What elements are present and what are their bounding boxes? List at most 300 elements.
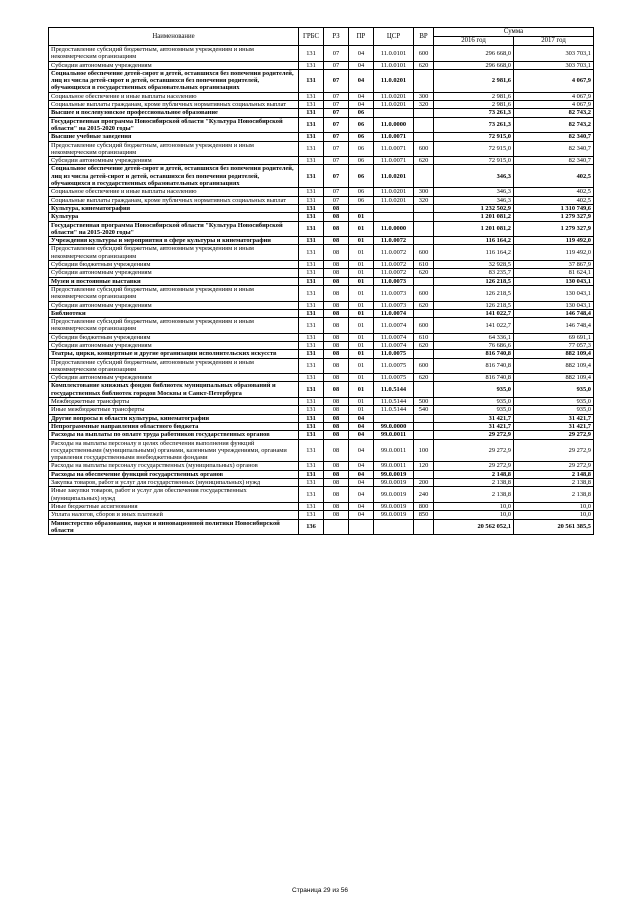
cell-y2016: 816 740,8: [434, 350, 514, 358]
cell-csr: 99.0.0019: [374, 479, 414, 487]
table-row: [49, 204, 594, 212]
table-row: [49, 221, 594, 237]
table-row: [49, 358, 594, 374]
cell-name: Высшее и послевузовское профессиональное образование: [49, 109, 299, 117]
cell-pr: [349, 519, 374, 535]
cell-pr: 01: [349, 309, 374, 317]
col-grbs-header: ГРБС: [299, 28, 324, 46]
cell-grbs: 131: [299, 382, 324, 398]
cell-name: Субсидии автономным учреждениям: [49, 269, 299, 277]
cell-y2017: 119 492,0: [514, 237, 594, 245]
table-row: [49, 406, 594, 414]
cell-name: Непрограммные направления областного бюджета: [49, 422, 299, 430]
cell-pr: 06: [349, 133, 374, 141]
cell-grbs: 131: [299, 374, 324, 382]
cell-name: Учреждения культуры и мероприятия в сфере культуры и кинематографии: [49, 237, 299, 245]
cell-csr: 11.0.0072: [374, 261, 414, 269]
cell-csr: 11.0.0075: [374, 374, 414, 382]
cell-csr: [374, 204, 414, 212]
cell-y2016: 32 928,5: [434, 261, 514, 269]
cell-pr: 01: [349, 261, 374, 269]
cell-y2017: 29 272,9: [514, 431, 594, 439]
table-row: [49, 109, 594, 117]
cell-vr: 100: [414, 439, 434, 462]
cell-csr: 11.0.5144: [374, 382, 414, 398]
cell-y2016: 1 201 081,2: [434, 221, 514, 237]
table-row: [49, 511, 594, 519]
cell-rz: 07: [324, 46, 349, 62]
cell-vr: [414, 69, 434, 92]
cell-pr: 04: [349, 502, 374, 510]
cell-grbs: 131: [299, 46, 324, 62]
cell-rz: 08: [324, 479, 349, 487]
col-vr-header: ВР: [414, 28, 434, 46]
cell-name: Предоставление субсидий бюджетным, автономным учреждениям и иным некоммерческим организациям: [49, 318, 299, 334]
table-row: [49, 196, 594, 204]
cell-rz: 08: [324, 221, 349, 237]
cell-csr: 11.0.0072: [374, 269, 414, 277]
table-header: [49, 28, 594, 46]
cell-name: Библиотеки: [49, 309, 299, 317]
cell-grbs: 131: [299, 196, 324, 204]
cell-y2017: 29 272,9: [514, 462, 594, 470]
cell-pr: 01: [349, 237, 374, 245]
cell-y2017: 82 340,7: [514, 133, 594, 141]
cell-grbs: 131: [299, 350, 324, 358]
cell-rz: 08: [324, 301, 349, 309]
cell-csr: 11.0.0072: [374, 237, 414, 245]
table-row: [49, 165, 594, 188]
table-row: [49, 382, 594, 398]
cell-name: Межбюджетные трансферты: [49, 398, 299, 406]
cell-y2017: 402,5: [514, 196, 594, 204]
cell-y2016: 10,0: [434, 511, 514, 519]
cell-vr: 540: [414, 406, 434, 414]
cell-y2017: 130 043,1: [514, 285, 594, 301]
cell-y2016: 31 421,7: [434, 414, 514, 422]
cell-rz: 07: [324, 101, 349, 109]
cell-pr: 06: [349, 157, 374, 165]
cell-name: Субсидии бюджетным учреждениям: [49, 261, 299, 269]
table-row: [49, 277, 594, 285]
cell-y2016: 296 668,0: [434, 61, 514, 69]
cell-rz: 07: [324, 141, 349, 157]
cell-name: Социальное обеспечение и иные выплаты населению: [49, 188, 299, 196]
cell-rz: 07: [324, 69, 349, 92]
cell-y2016: 29 272,9: [434, 439, 514, 462]
cell-vr: [414, 213, 434, 221]
cell-csr: 99.0.0000: [374, 422, 414, 430]
cell-pr: 06: [349, 188, 374, 196]
cell-grbs: 131: [299, 141, 324, 157]
col-name-header: Наименование: [49, 28, 299, 46]
cell-y2016: 346,3: [434, 196, 514, 204]
cell-y2016: 816 740,8: [434, 358, 514, 374]
cell-grbs: 131: [299, 269, 324, 277]
table-row: [49, 261, 594, 269]
cell-y2016: 816 740,8: [434, 374, 514, 382]
cell-grbs: 131: [299, 341, 324, 349]
cell-rz: 07: [324, 196, 349, 204]
cell-rz: 08: [324, 511, 349, 519]
cell-csr: 99.0.0011: [374, 462, 414, 470]
cell-y2017: 1 279 327,9: [514, 213, 594, 221]
cell-rz: 08: [324, 237, 349, 245]
table-row: [49, 341, 594, 349]
cell-grbs: 131: [299, 431, 324, 439]
col-rz-header: РЗ: [324, 28, 349, 46]
table-row: [49, 519, 594, 535]
cell-y2017: 146 748,4: [514, 309, 594, 317]
cell-grbs: 131: [299, 301, 324, 309]
table-body: [49, 46, 594, 535]
cell-csr: 11.0.0101: [374, 46, 414, 62]
cell-vr: [414, 414, 434, 422]
cell-y2017: 882 109,4: [514, 358, 594, 374]
col-2016-header: 2016 год: [434, 37, 514, 46]
cell-y2016: 2 148,8: [434, 470, 514, 478]
cell-vr: 200: [414, 479, 434, 487]
cell-vr: [414, 382, 434, 398]
cell-y2016: 73 261,3: [434, 109, 514, 117]
cell-y2016: 935,0: [434, 406, 514, 414]
cell-y2016: 20 562 052,1: [434, 519, 514, 535]
cell-name: Расходы на обеспечение функций государственных органов: [49, 470, 299, 478]
table-row: [49, 374, 594, 382]
cell-y2017: 77 057,3: [514, 341, 594, 349]
table-row: [49, 398, 594, 406]
cell-rz: 08: [324, 462, 349, 470]
cell-name: Иные межбюджетные трансферты: [49, 406, 299, 414]
cell-name: Уплата налогов, сборов и иных платежей: [49, 511, 299, 519]
cell-vr: 600: [414, 318, 434, 334]
cell-rz: 08: [324, 333, 349, 341]
cell-name: Культура, кинематография: [49, 204, 299, 212]
cell-y2017: 69 691,1: [514, 333, 594, 341]
cell-y2017: 402,5: [514, 188, 594, 196]
cell-vr: 600: [414, 141, 434, 157]
cell-rz: 08: [324, 487, 349, 503]
cell-grbs: 131: [299, 439, 324, 462]
cell-y2017: 1 310 749,6: [514, 204, 594, 212]
cell-csr: 11.0.0201: [374, 101, 414, 109]
cell-name: Социальное обеспечение детей-сирот и детей, оставшихся без попечения родителей, лиц из числа детей-сирот и детей, оставшихся без попечения родителей, обучающихся в государственных образовательных организациях: [49, 165, 299, 188]
cell-rz: 08: [324, 502, 349, 510]
cell-vr: [414, 109, 434, 117]
cell-grbs: 131: [299, 237, 324, 245]
cell-vr: [414, 165, 434, 188]
cell-vr: 600: [414, 358, 434, 374]
cell-name: Расходы на выплаты персоналу в целях обеспечения выполнения функций государственными (муниципальными) органами, казенными учреждениями, органами управления государственными внебюджетными фондами: [49, 439, 299, 462]
cell-rz: 08: [324, 406, 349, 414]
cell-name: Иные бюджетные ассигнования: [49, 502, 299, 510]
cell-grbs: 131: [299, 422, 324, 430]
cell-y2017: 10,0: [514, 502, 594, 510]
table-row: [49, 269, 594, 277]
cell-y2016: 116 164,2: [434, 245, 514, 261]
cell-vr: [414, 133, 434, 141]
cell-y2017: 146 748,4: [514, 318, 594, 334]
col-pr-header: ПР: [349, 28, 374, 46]
cell-vr: 240: [414, 487, 434, 503]
table-row: [49, 350, 594, 358]
cell-grbs: 131: [299, 277, 324, 285]
cell-name: Комплектование книжных фондов библиотек муниципальных образований и государственных библиотек городов Москвы и Санкт-Петербурга: [49, 382, 299, 398]
cell-csr: [374, 109, 414, 117]
table-row: [49, 470, 594, 478]
cell-y2016: 346,3: [434, 165, 514, 188]
cell-vr: 620: [414, 157, 434, 165]
cell-pr: 04: [349, 479, 374, 487]
cell-y2016: 116 164,2: [434, 237, 514, 245]
cell-name: Субсидии автономным учреждениям: [49, 301, 299, 309]
cell-rz: 08: [324, 245, 349, 261]
cell-pr: 04: [349, 487, 374, 503]
cell-pr: 01: [349, 285, 374, 301]
cell-y2017: 31 421,7: [514, 422, 594, 430]
cell-y2017: 4 067,9: [514, 101, 594, 109]
cell-vr: [414, 519, 434, 535]
cell-pr: 01: [349, 213, 374, 221]
cell-y2016: 2 981,6: [434, 92, 514, 100]
cell-vr: 620: [414, 61, 434, 69]
cell-name: Предоставление субсидий бюджетным, автономным учреждениям и иным некоммерческим организациям: [49, 358, 299, 374]
table-row: [49, 487, 594, 503]
cell-name: Государственная программа Новосибирской области "Культура Новосибирской области" на 2015-2020 годы": [49, 221, 299, 237]
table-row: [49, 309, 594, 317]
cell-rz: 08: [324, 439, 349, 462]
table-row: [49, 301, 594, 309]
cell-grbs: 131: [299, 462, 324, 470]
cell-vr: 500: [414, 398, 434, 406]
cell-pr: 04: [349, 422, 374, 430]
cell-grbs: 131: [299, 398, 324, 406]
cell-vr: [414, 470, 434, 478]
cell-y2016: 935,0: [434, 382, 514, 398]
cell-y2016: 346,3: [434, 188, 514, 196]
cell-y2016: 76 686,6: [434, 341, 514, 349]
cell-name: Предоставление субсидий бюджетным, автономным учреждениям и иным некоммерческим организациям: [49, 46, 299, 62]
cell-grbs: 131: [299, 245, 324, 261]
cell-rz: 08: [324, 422, 349, 430]
col-csr-header: ЦСР: [374, 28, 414, 46]
cell-y2017: 82 340,7: [514, 141, 594, 157]
cell-grbs: 131: [299, 261, 324, 269]
table-row: [49, 141, 594, 157]
cell-vr: 620: [414, 374, 434, 382]
cell-pr: 04: [349, 439, 374, 462]
cell-pr: 01: [349, 333, 374, 341]
table-row: [49, 46, 594, 62]
cell-pr: 06: [349, 109, 374, 117]
cell-name: Расходы на выплаты персоналу государственных (муниципальных) органов: [49, 462, 299, 470]
cell-csr: 11.0.0071: [374, 157, 414, 165]
cell-name: Предоставление субсидий бюджетным, автономным учреждениям и иным некоммерческим организациям: [49, 141, 299, 157]
cell-pr: 01: [349, 277, 374, 285]
cell-name: Министерство образования, науки и инновационной политики Новосибирской области: [49, 519, 299, 535]
col-2017-header: 2017 год: [514, 37, 594, 46]
cell-vr: 320: [414, 101, 434, 109]
cell-rz: 08: [324, 318, 349, 334]
cell-csr: 99.0.0011: [374, 439, 414, 462]
cell-csr: 11.0.5144: [374, 398, 414, 406]
cell-csr: 11.0.0075: [374, 358, 414, 374]
cell-csr: 99.0.0019: [374, 487, 414, 503]
cell-vr: [414, 422, 434, 430]
cell-y2017: 402,5: [514, 165, 594, 188]
cell-y2017: 882 109,4: [514, 374, 594, 382]
cell-grbs: 131: [299, 109, 324, 117]
cell-y2017: 81 624,1: [514, 269, 594, 277]
cell-vr: [414, 221, 434, 237]
cell-grbs: 131: [299, 487, 324, 503]
cell-csr: 11.0.0101: [374, 61, 414, 69]
cell-name: Субсидии автономным учреждениям: [49, 61, 299, 69]
cell-rz: 08: [324, 374, 349, 382]
cell-grbs: 131: [299, 221, 324, 237]
cell-y2016: 83 235,7: [434, 269, 514, 277]
cell-y2017: 882 109,4: [514, 350, 594, 358]
cell-grbs: 131: [299, 133, 324, 141]
cell-name: Субсидии автономным учреждениям: [49, 157, 299, 165]
cell-grbs: 131: [299, 61, 324, 69]
cell-y2017: 82 743,2: [514, 109, 594, 117]
cell-y2017: 10,0: [514, 511, 594, 519]
cell-csr: 11.0.0000: [374, 221, 414, 237]
cell-rz: 08: [324, 269, 349, 277]
cell-grbs: 131: [299, 309, 324, 317]
table-row: [49, 188, 594, 196]
cell-y2017: 119 492,0: [514, 245, 594, 261]
cell-vr: [414, 204, 434, 212]
cell-grbs: 131: [299, 157, 324, 165]
cell-csr: 11.0.0072: [374, 245, 414, 261]
cell-pr: 01: [349, 269, 374, 277]
cell-csr: 11.0.0073: [374, 285, 414, 301]
cell-vr: 610: [414, 261, 434, 269]
cell-csr: [374, 519, 414, 535]
cell-csr: 11.0.0201: [374, 69, 414, 92]
cell-csr: 11.0.0071: [374, 141, 414, 157]
cell-rz: 08: [324, 431, 349, 439]
cell-csr: 11.0.0073: [374, 277, 414, 285]
cell-vr: [414, 277, 434, 285]
cell-pr: 06: [349, 117, 374, 133]
cell-vr: [414, 350, 434, 358]
cell-grbs: 131: [299, 318, 324, 334]
cell-rz: 08: [324, 204, 349, 212]
cell-name: Субсидии автономным учреждениям: [49, 374, 299, 382]
cell-pr: 01: [349, 301, 374, 309]
cell-rz: 08: [324, 470, 349, 478]
cell-pr: 04: [349, 462, 374, 470]
cell-y2016: 141 022,7: [434, 318, 514, 334]
cell-grbs: 131: [299, 69, 324, 92]
cell-y2016: 126 218,5: [434, 301, 514, 309]
cell-name: Субсидии автономным учреждениям: [49, 341, 299, 349]
cell-rz: 08: [324, 261, 349, 269]
cell-csr: 11.0.0074: [374, 333, 414, 341]
cell-pr: 04: [349, 69, 374, 92]
cell-grbs: 131: [299, 406, 324, 414]
cell-y2017: 4 067,9: [514, 69, 594, 92]
cell-name: Субсидии бюджетным учреждениям: [49, 333, 299, 341]
table-row: [49, 117, 594, 133]
cell-grbs: 131: [299, 285, 324, 301]
cell-vr: 620: [414, 341, 434, 349]
cell-name: Музеи и постоянные выставки: [49, 277, 299, 285]
cell-pr: 01: [349, 221, 374, 237]
cell-grbs: 131: [299, 414, 324, 422]
cell-y2016: 2 981,6: [434, 69, 514, 92]
cell-pr: 01: [349, 245, 374, 261]
cell-rz: 08: [324, 358, 349, 374]
cell-rz: 07: [324, 157, 349, 165]
cell-name: Культура: [49, 213, 299, 221]
cell-y2016: 2 138,8: [434, 479, 514, 487]
cell-name: Социальные выплаты гражданам, кроме публичных нормативных социальных выплат: [49, 196, 299, 204]
cell-name: Театры, цирки, концертные и другие организации исполнительских искусств: [49, 350, 299, 358]
cell-rz: 08: [324, 277, 349, 285]
cell-grbs: 131: [299, 333, 324, 341]
cell-csr: 11.0.0071: [374, 133, 414, 141]
cell-vr: 300: [414, 188, 434, 196]
cell-csr: 11.0.0074: [374, 318, 414, 334]
cell-pr: 04: [349, 511, 374, 519]
cell-pr: 04: [349, 470, 374, 478]
page-number: Страница 29 из 56: [292, 887, 348, 894]
cell-name: Социальное обеспечение и иные выплаты населению: [49, 92, 299, 100]
cell-y2016: 2 981,6: [434, 101, 514, 109]
cell-csr: 99.0.0019: [374, 511, 414, 519]
cell-csr: 11.0.0201: [374, 196, 414, 204]
cell-name: Социальные выплаты гражданам, кроме публичных нормативных социальных выплат: [49, 101, 299, 109]
table-row: [49, 414, 594, 422]
cell-csr: 11.0.0201: [374, 92, 414, 100]
cell-y2016: 2 138,8: [434, 487, 514, 503]
cell-y2017: 20 561 385,5: [514, 519, 594, 535]
cell-grbs: 131: [299, 213, 324, 221]
cell-grbs: 131: [299, 358, 324, 374]
cell-y2017: 303 703,1: [514, 61, 594, 69]
cell-grbs: 131: [299, 511, 324, 519]
cell-vr: 610: [414, 333, 434, 341]
cell-name: Государственная программа Новосибирской области "Культура Новосибирской области" на 2015-2020 годы": [49, 117, 299, 133]
cell-y2017: 2 138,8: [514, 479, 594, 487]
cell-csr: 11.0.0074: [374, 309, 414, 317]
cell-y2017: 31 421,7: [514, 414, 594, 422]
cell-y2016: 72 915,0: [434, 141, 514, 157]
cell-y2016: 72 915,0: [434, 133, 514, 141]
cell-pr: 01: [349, 350, 374, 358]
cell-rz: 07: [324, 188, 349, 196]
cell-y2016: 73 261,3: [434, 117, 514, 133]
cell-csr: 11.0.0201: [374, 165, 414, 188]
cell-rz: 08: [324, 341, 349, 349]
cell-csr: 11.0.0201: [374, 188, 414, 196]
table-row: [49, 285, 594, 301]
cell-rz: 08: [324, 309, 349, 317]
cell-vr: 600: [414, 46, 434, 62]
cell-y2017: 1 279 327,9: [514, 221, 594, 237]
cell-y2016: 126 218,5: [434, 277, 514, 285]
cell-y2017: 303 703,1: [514, 46, 594, 62]
cell-csr: 11.0.0073: [374, 301, 414, 309]
cell-name: Высшие учебные заведения: [49, 133, 299, 141]
cell-rz: 08: [324, 213, 349, 221]
cell-csr: 11.0.5144: [374, 406, 414, 414]
cell-grbs: 131: [299, 470, 324, 478]
